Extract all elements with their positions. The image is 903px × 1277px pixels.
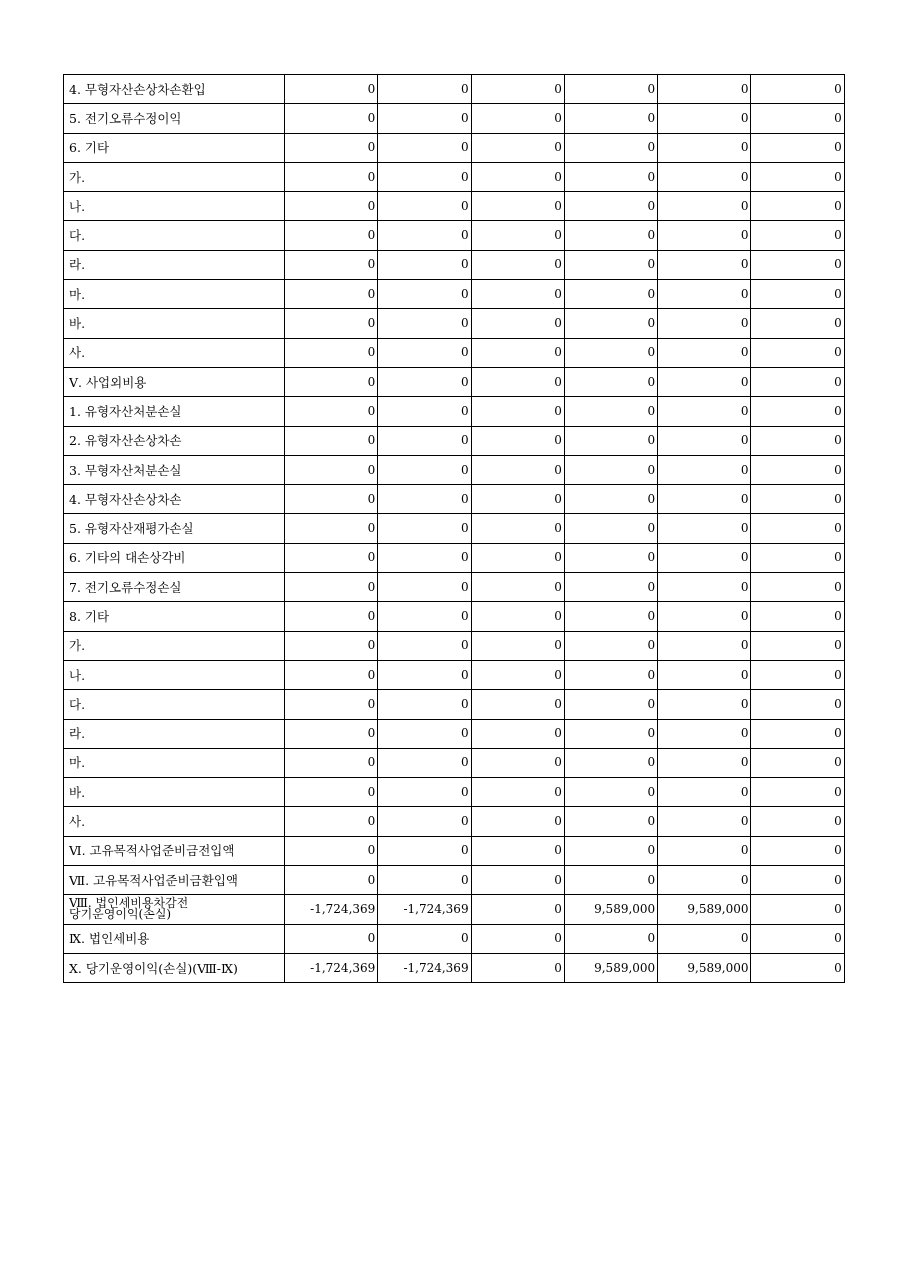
value-cell: 0 bbox=[658, 192, 751, 221]
value-cell: 0 bbox=[564, 748, 657, 777]
value-cell: 0 bbox=[285, 162, 378, 191]
table-row bbox=[64, 719, 845, 748]
value-cell: 0 bbox=[378, 807, 471, 836]
value-cell: -1,724,369 bbox=[285, 953, 378, 982]
row-label: 가. bbox=[64, 631, 285, 660]
value-cell: 0 bbox=[378, 104, 471, 133]
value-cell: 0 bbox=[658, 75, 751, 104]
value-cell: 0 bbox=[751, 953, 844, 982]
value-cell: 0 bbox=[378, 924, 471, 953]
value-cell: 0 bbox=[751, 660, 844, 689]
value-cell: 0 bbox=[285, 631, 378, 660]
value-cell: 0 bbox=[285, 778, 378, 807]
value-cell: 0 bbox=[751, 133, 844, 162]
value-cell: 0 bbox=[564, 104, 657, 133]
value-cell: 0 bbox=[285, 426, 378, 455]
row-label: 가. bbox=[64, 162, 285, 191]
value-cell: 0 bbox=[751, 309, 844, 338]
value-cell: 0 bbox=[285, 660, 378, 689]
value-cell: 0 bbox=[285, 455, 378, 484]
value-cell: 0 bbox=[378, 631, 471, 660]
value-cell: 0 bbox=[285, 514, 378, 543]
table-row bbox=[64, 104, 845, 133]
value-cell: 0 bbox=[285, 807, 378, 836]
value-cell: 0 bbox=[471, 690, 564, 719]
value-cell: 0 bbox=[471, 866, 564, 895]
value-cell: 0 bbox=[378, 192, 471, 221]
row-label: 7. 전기오류수정손실 bbox=[64, 573, 285, 602]
value-cell: 0 bbox=[285, 543, 378, 572]
value-cell: -1,724,369 bbox=[285, 895, 378, 924]
row-label: 바. bbox=[64, 778, 285, 807]
value-cell: 0 bbox=[471, 338, 564, 367]
row-label: 나. bbox=[64, 192, 285, 221]
value-cell: 0 bbox=[751, 75, 844, 104]
value-cell: 0 bbox=[285, 573, 378, 602]
value-cell: 0 bbox=[378, 748, 471, 777]
value-cell: 0 bbox=[471, 660, 564, 689]
value-cell: 0 bbox=[751, 602, 844, 631]
value-cell: 0 bbox=[658, 221, 751, 250]
value-cell: 0 bbox=[378, 309, 471, 338]
value-cell: 0 bbox=[751, 162, 844, 191]
value-cell: 0 bbox=[471, 221, 564, 250]
table-row bbox=[64, 192, 845, 221]
row-label: Ⅴ. 사업외비용 bbox=[64, 367, 285, 396]
value-cell: 0 bbox=[564, 690, 657, 719]
value-cell: 0 bbox=[378, 162, 471, 191]
table-row bbox=[64, 397, 845, 426]
row-label: 사. bbox=[64, 338, 285, 367]
table-row bbox=[64, 75, 845, 104]
value-cell: 0 bbox=[378, 719, 471, 748]
value-cell: 0 bbox=[658, 338, 751, 367]
value-cell: 0 bbox=[564, 426, 657, 455]
value-cell: 0 bbox=[658, 133, 751, 162]
table-row bbox=[64, 748, 845, 777]
row-label: 5. 유형자산재평가손실 bbox=[64, 514, 285, 543]
value-cell: 0 bbox=[471, 104, 564, 133]
value-cell: 0 bbox=[378, 836, 471, 865]
value-cell: 0 bbox=[658, 543, 751, 572]
row-label: 라. bbox=[64, 250, 285, 279]
row-label: 나. bbox=[64, 660, 285, 689]
value-cell: 0 bbox=[658, 309, 751, 338]
value-cell: 0 bbox=[564, 573, 657, 602]
value-cell: 0 bbox=[751, 631, 844, 660]
value-cell: 0 bbox=[564, 631, 657, 660]
value-cell: 0 bbox=[378, 866, 471, 895]
table-row bbox=[64, 250, 845, 279]
value-cell: 0 bbox=[378, 75, 471, 104]
row-label: 마. bbox=[64, 280, 285, 309]
row-label: 6. 기타의 대손상각비 bbox=[64, 543, 285, 572]
value-cell: 0 bbox=[751, 455, 844, 484]
row-label: 사. bbox=[64, 807, 285, 836]
value-cell: 0 bbox=[378, 338, 471, 367]
table-row bbox=[64, 485, 845, 514]
value-cell: 0 bbox=[658, 807, 751, 836]
value-cell: 0 bbox=[564, 192, 657, 221]
value-cell: 0 bbox=[285, 221, 378, 250]
table-row bbox=[64, 602, 845, 631]
value-cell: 0 bbox=[751, 514, 844, 543]
value-cell: 0 bbox=[285, 866, 378, 895]
row-label: 다. bbox=[64, 690, 285, 719]
value-cell: 0 bbox=[378, 426, 471, 455]
value-cell: 0 bbox=[658, 690, 751, 719]
value-cell: 0 bbox=[658, 631, 751, 660]
value-cell: 0 bbox=[658, 162, 751, 191]
table-row bbox=[64, 631, 845, 660]
value-cell: 0 bbox=[471, 543, 564, 572]
value-cell: 0 bbox=[658, 924, 751, 953]
value-cell: -1,724,369 bbox=[378, 953, 471, 982]
table-row bbox=[64, 133, 845, 162]
table-row bbox=[64, 895, 845, 924]
value-cell: 0 bbox=[471, 631, 564, 660]
value-cell: 0 bbox=[564, 367, 657, 396]
value-cell: 0 bbox=[751, 924, 844, 953]
value-cell: 0 bbox=[658, 250, 751, 279]
row-label-line: Ⅷ. 법인세비용차감전 bbox=[69, 896, 189, 911]
value-cell: 0 bbox=[378, 573, 471, 602]
value-cell: 0 bbox=[751, 192, 844, 221]
value-cell: 0 bbox=[564, 514, 657, 543]
value-cell: 0 bbox=[471, 719, 564, 748]
row-label: Ⅹ. 당기운영이익(손실)(Ⅷ-Ⅸ) bbox=[64, 953, 285, 982]
value-cell: 0 bbox=[564, 280, 657, 309]
value-cell: 0 bbox=[471, 807, 564, 836]
table-row bbox=[64, 836, 845, 865]
value-cell: 0 bbox=[285, 309, 378, 338]
value-cell: 0 bbox=[564, 660, 657, 689]
value-cell: 0 bbox=[751, 778, 844, 807]
row-label-line: 당기운영이익(손실) bbox=[69, 907, 172, 922]
value-cell: 0 bbox=[564, 866, 657, 895]
value-cell: 0 bbox=[471, 162, 564, 191]
value-cell: 0 bbox=[564, 133, 657, 162]
value-cell: 0 bbox=[658, 426, 751, 455]
value-cell: 0 bbox=[751, 221, 844, 250]
value-cell: 0 bbox=[564, 162, 657, 191]
value-cell: 0 bbox=[378, 455, 471, 484]
value-cell: 0 bbox=[471, 133, 564, 162]
value-cell: 0 bbox=[378, 602, 471, 631]
row-label: 5. 전기오류수정이익 bbox=[64, 104, 285, 133]
value-cell: 0 bbox=[658, 602, 751, 631]
value-cell: 0 bbox=[564, 221, 657, 250]
value-cell: 0 bbox=[751, 748, 844, 777]
value-cell: 0 bbox=[285, 602, 378, 631]
value-cell: 0 bbox=[564, 778, 657, 807]
value-cell: 0 bbox=[658, 719, 751, 748]
value-cell: 0 bbox=[285, 192, 378, 221]
row-label: 다. bbox=[64, 221, 285, 250]
row-label: 라. bbox=[64, 719, 285, 748]
value-cell: 0 bbox=[378, 367, 471, 396]
value-cell: 0 bbox=[658, 104, 751, 133]
value-cell: 0 bbox=[285, 690, 378, 719]
table-body bbox=[64, 75, 845, 983]
value-cell: 0 bbox=[378, 485, 471, 514]
value-cell: 0 bbox=[285, 719, 378, 748]
value-cell: 0 bbox=[658, 397, 751, 426]
value-cell: 0 bbox=[751, 719, 844, 748]
value-cell: 0 bbox=[285, 485, 378, 514]
value-cell: 0 bbox=[751, 807, 844, 836]
value-cell: 0 bbox=[658, 836, 751, 865]
value-cell: 0 bbox=[751, 485, 844, 514]
value-cell: 0 bbox=[564, 543, 657, 572]
value-cell: 0 bbox=[471, 309, 564, 338]
value-cell: 0 bbox=[471, 250, 564, 279]
table-row bbox=[64, 338, 845, 367]
value-cell: 0 bbox=[751, 397, 844, 426]
value-cell: 0 bbox=[285, 133, 378, 162]
row-label: 마. bbox=[64, 748, 285, 777]
value-cell: 0 bbox=[378, 221, 471, 250]
row-label: 8. 기타 bbox=[64, 602, 285, 631]
value-cell: 0 bbox=[751, 866, 844, 895]
value-cell: 0 bbox=[471, 514, 564, 543]
value-cell: 0 bbox=[471, 602, 564, 631]
value-cell: 0 bbox=[658, 660, 751, 689]
value-cell: 0 bbox=[471, 192, 564, 221]
table-row bbox=[64, 221, 845, 250]
value-cell: 0 bbox=[751, 426, 844, 455]
row-label: 4. 무형자산손상차손 bbox=[64, 485, 285, 514]
value-cell: 0 bbox=[471, 573, 564, 602]
value-cell: 0 bbox=[285, 836, 378, 865]
value-cell: 0 bbox=[751, 543, 844, 572]
table-row bbox=[64, 953, 845, 982]
value-cell: 0 bbox=[658, 455, 751, 484]
table-row bbox=[64, 543, 845, 572]
value-cell: 0 bbox=[285, 75, 378, 104]
value-cell: 0 bbox=[751, 367, 844, 396]
value-cell: 0 bbox=[751, 836, 844, 865]
table-row bbox=[64, 807, 845, 836]
value-cell: 0 bbox=[751, 573, 844, 602]
value-cell: 0 bbox=[564, 807, 657, 836]
value-cell: 0 bbox=[378, 514, 471, 543]
value-cell: 0 bbox=[378, 778, 471, 807]
table-row bbox=[64, 866, 845, 895]
value-cell: 0 bbox=[564, 924, 657, 953]
value-cell: 0 bbox=[471, 748, 564, 777]
value-cell: 0 bbox=[378, 690, 471, 719]
value-cell: 0 bbox=[378, 250, 471, 279]
value-cell: 0 bbox=[564, 75, 657, 104]
value-cell: 0 bbox=[471, 953, 564, 982]
value-cell: 0 bbox=[658, 573, 751, 602]
row-label: 6. 기타 bbox=[64, 133, 285, 162]
table-row bbox=[64, 924, 845, 953]
table-row bbox=[64, 455, 845, 484]
value-cell: 0 bbox=[564, 397, 657, 426]
value-cell: -1,724,369 bbox=[378, 895, 471, 924]
table-row bbox=[64, 162, 845, 191]
value-cell: 0 bbox=[471, 455, 564, 484]
value-cell: 0 bbox=[751, 280, 844, 309]
value-cell: 0 bbox=[471, 280, 564, 309]
value-cell: 9,589,000 bbox=[658, 895, 751, 924]
row-label: Ⅸ. 법인세비용 bbox=[64, 924, 285, 953]
value-cell: 0 bbox=[285, 924, 378, 953]
table-row bbox=[64, 514, 845, 543]
value-cell: 0 bbox=[471, 397, 564, 426]
value-cell: 0 bbox=[564, 455, 657, 484]
value-cell: 9,589,000 bbox=[564, 953, 657, 982]
value-cell: 0 bbox=[658, 514, 751, 543]
value-cell: 0 bbox=[471, 75, 564, 104]
value-cell: 0 bbox=[378, 280, 471, 309]
value-cell: 0 bbox=[658, 280, 751, 309]
value-cell: 0 bbox=[285, 250, 378, 279]
value-cell: 0 bbox=[471, 836, 564, 865]
value-cell: 0 bbox=[564, 602, 657, 631]
value-cell: 0 bbox=[751, 104, 844, 133]
value-cell: 0 bbox=[564, 338, 657, 367]
value-cell: 0 bbox=[658, 778, 751, 807]
table-row bbox=[64, 426, 845, 455]
value-cell: 0 bbox=[471, 426, 564, 455]
value-cell: 0 bbox=[285, 397, 378, 426]
value-cell: 0 bbox=[378, 543, 471, 572]
value-cell: 0 bbox=[285, 104, 378, 133]
table-row bbox=[64, 690, 845, 719]
value-cell: 0 bbox=[564, 250, 657, 279]
row-label: 3. 무형자산처분손실 bbox=[64, 455, 285, 484]
value-cell: 0 bbox=[751, 250, 844, 279]
row-label: 1. 유형자산처분손실 bbox=[64, 397, 285, 426]
value-cell: 0 bbox=[378, 660, 471, 689]
value-cell: 0 bbox=[285, 367, 378, 396]
table-row bbox=[64, 367, 845, 396]
value-cell: 0 bbox=[378, 133, 471, 162]
value-cell: 0 bbox=[471, 367, 564, 396]
table-row bbox=[64, 660, 845, 689]
table-row bbox=[64, 280, 845, 309]
table-row bbox=[64, 573, 845, 602]
value-cell: 0 bbox=[285, 338, 378, 367]
row-label: Ⅵ. 고유목적사업준비금전입액 bbox=[64, 836, 285, 865]
value-cell: 0 bbox=[751, 690, 844, 719]
row-label: 4. 무형자산손상차손환입 bbox=[64, 75, 285, 104]
income-statement-table bbox=[63, 74, 845, 983]
row-label: Ⅶ. 고유목적사업준비금환입액 bbox=[64, 866, 285, 895]
value-cell: 0 bbox=[564, 485, 657, 514]
value-cell: 0 bbox=[658, 748, 751, 777]
table-row bbox=[64, 778, 845, 807]
value-cell: 0 bbox=[658, 367, 751, 396]
value-cell: 0 bbox=[564, 309, 657, 338]
row-label: 2. 유형자산손상차손 bbox=[64, 426, 285, 455]
value-cell: 0 bbox=[285, 748, 378, 777]
value-cell: 0 bbox=[471, 485, 564, 514]
value-cell: 0 bbox=[658, 866, 751, 895]
value-cell: 9,589,000 bbox=[658, 953, 751, 982]
value-cell: 0 bbox=[471, 924, 564, 953]
row-label: 바. bbox=[64, 309, 285, 338]
value-cell: 0 bbox=[378, 397, 471, 426]
value-cell: 0 bbox=[751, 895, 844, 924]
table-row bbox=[64, 309, 845, 338]
value-cell: 0 bbox=[471, 778, 564, 807]
value-cell: 0 bbox=[564, 719, 657, 748]
value-cell: 0 bbox=[471, 895, 564, 924]
value-cell: 0 bbox=[564, 836, 657, 865]
value-cell: 9,589,000 bbox=[564, 895, 657, 924]
value-cell: 0 bbox=[751, 338, 844, 367]
value-cell: 0 bbox=[285, 280, 378, 309]
value-cell: 0 bbox=[658, 485, 751, 514]
row-label bbox=[64, 895, 285, 924]
